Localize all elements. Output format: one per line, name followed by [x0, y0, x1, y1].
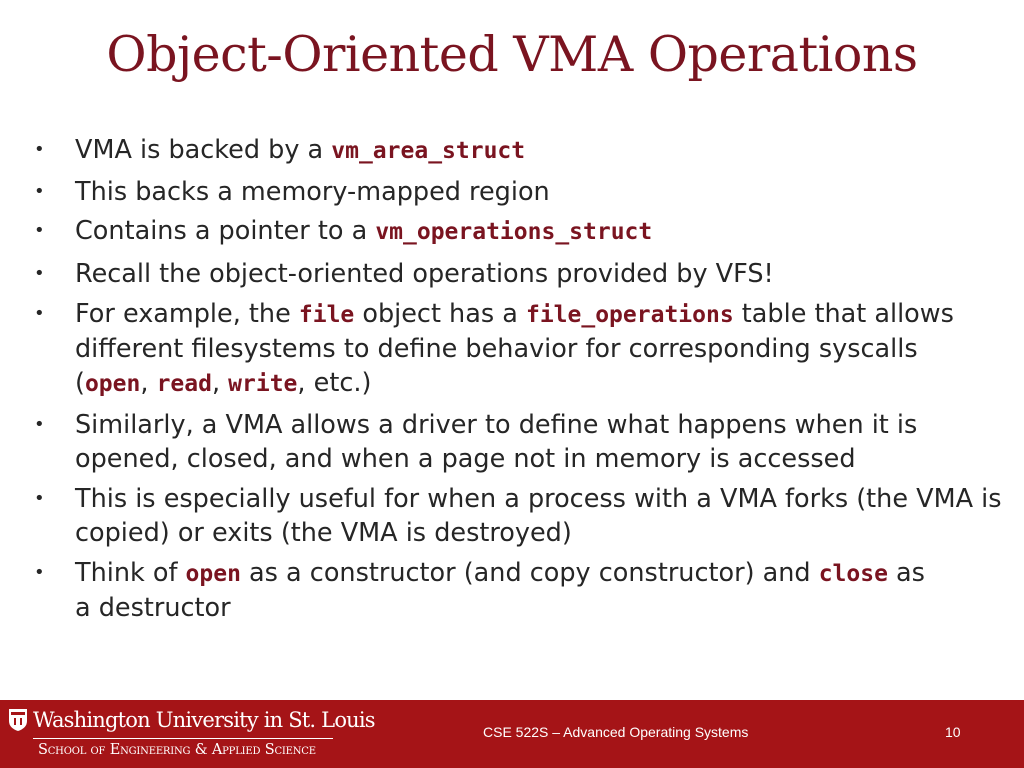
bullet-marker: •: [34, 488, 45, 509]
code-term: close: [818, 561, 888, 587]
bullet-text: Contains a pointer to a: [75, 216, 376, 246]
bullet-marker: •: [34, 181, 45, 202]
bullet-marker: •: [34, 562, 45, 583]
bullet-text: VMA is backed by a: [75, 135, 332, 165]
bullet-item: [34, 175, 1005, 209]
code-term: write: [228, 371, 298, 397]
page-number: 10: [945, 724, 961, 740]
code-term: vm_operations_struct: [375, 219, 653, 245]
bullet-item: [34, 556, 925, 625]
shield-icon: [8, 708, 28, 732]
university-name: Washington University in St. Louis: [33, 708, 375, 732]
bullet-text: For example, the: [75, 299, 299, 329]
bullet-text: Similarly, a VMA allows a driver to define what happens when it is opened, closed, and when a page not in memory is accessed: [75, 410, 918, 474]
code-term: vm_area_struct: [331, 138, 526, 164]
bullet-marker: •: [34, 263, 45, 284]
bullet-text: table that allows different filesystems to define behavior for corresponding syscalls (: [75, 299, 954, 398]
bullet-marker: •: [34, 139, 45, 160]
bullet-item: [34, 408, 1005, 476]
bullet-text: as a destructor: [75, 558, 925, 623]
bullet-item: [34, 214, 1005, 249]
slide-title: Object-Oriented VMA Operations: [106, 26, 918, 83]
bullet-marker: •: [34, 414, 45, 435]
bullet-text: ,: [211, 368, 229, 398]
course-label: CSE 522S – Advanced Operating Systems: [483, 724, 749, 740]
bullet-text: , etc.): [297, 368, 372, 398]
bullet-item: [34, 133, 1005, 168]
bullet-item: [34, 297, 955, 401]
bullet-text: Think of: [75, 558, 186, 588]
bullet-text: This is especially useful for when a process with a VMA forks (the VMA is copied) or exits (the VMA is destroyed): [75, 484, 1002, 548]
footer-bar: [0, 700, 1024, 768]
code-term: open: [84, 371, 141, 397]
bullet-item: [34, 482, 1005, 550]
bullet-text: as a constructor (and copy constructor) and: [240, 558, 819, 588]
university-logo: [8, 706, 375, 762]
logo-divider: [33, 738, 333, 739]
bullet-item: [34, 257, 1005, 291]
school-name: School of Engineering & Applied Science: [38, 742, 316, 758]
bullet-marker: •: [34, 303, 45, 324]
code-term: file_operations: [525, 302, 734, 328]
code-term: open: [185, 561, 241, 587]
code-term: read: [156, 371, 212, 397]
bullet-text: Recall the object-oriented operations provided by VFS!: [75, 259, 774, 289]
bullet-text: ,: [140, 368, 157, 398]
bullet-text: object has a: [354, 299, 526, 329]
bullet-marker: •: [34, 220, 45, 241]
code-term: file: [298, 302, 355, 328]
bullet-text: This backs a memory-mapped region: [75, 177, 550, 207]
